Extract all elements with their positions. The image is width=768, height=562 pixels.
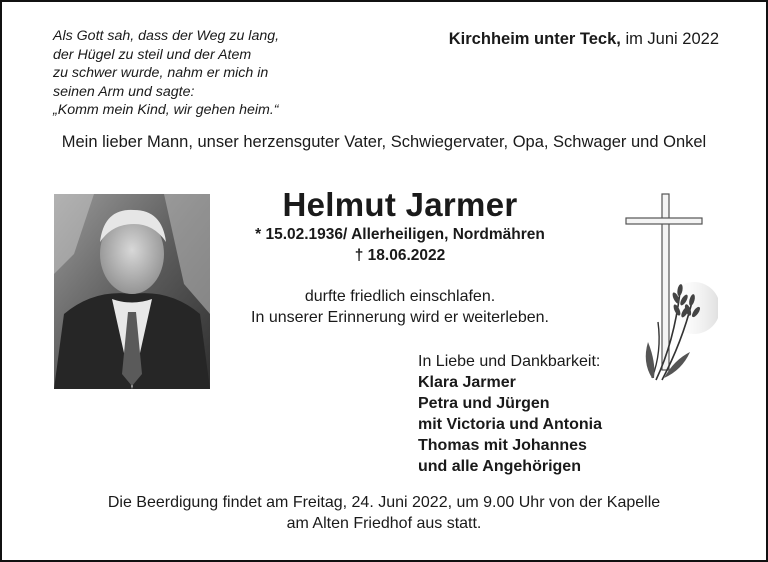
family-signature [418,351,602,477]
poem-line: Als Gott sah, dass der Weg zu lang, [53,28,280,44]
place-date [449,30,719,49]
intro-line: Mein lieber Mann, unser herzensguter Vater, Schwiegervater, Opa, Schwager und Onkel [61,133,707,151]
poem-line: der Hügel zu steil und der Atem [53,46,252,63]
death-date: † 18.06.2022 [354,247,446,264]
family-member: mit Victoria und Antonia [418,416,603,433]
place-town: Kirchheim unter Teck, [448,30,621,48]
portrait-photo [54,194,210,389]
family-member: Petra und Jürgen [418,395,550,412]
deceased-name: Helmut Jarmer [282,186,518,223]
message-line-1: durfte friedlich einschlafen. [304,288,496,305]
funeral-line-1: Die Beerdigung findet am Freitag, 24. Juni 2022, um 9.00 Uhr von der Kapelle [107,494,661,511]
family-member: Klara Jarmer [418,374,516,391]
message-line-2: In unserer Erinnerung wird er weiterleben. [251,309,549,326]
poem-line: „Komm mein Kind, wir gehen heim.“ [53,102,279,118]
poem [53,27,313,120]
place-date-text: im Juni 2022 [625,30,719,48]
birth-info: * 15.02.1936/ Allerheiligen, Nordmähren [255,226,545,243]
funeral-line-2: am Alten Friedhof aus statt. [286,515,482,532]
poem-line: seinen Arm und sagte: [53,83,195,100]
message [200,286,600,328]
funeral-notice [0,492,768,534]
family-heading: In Liebe und Dankbarkeit: [418,353,601,370]
family-member: Thomas mit Johannes [418,437,587,454]
poem-line: zu schwer wurde, nahm er mich in [53,65,269,81]
cross-wheat-icon [622,192,718,384]
family-member: und alle Angehörigen [418,458,581,475]
